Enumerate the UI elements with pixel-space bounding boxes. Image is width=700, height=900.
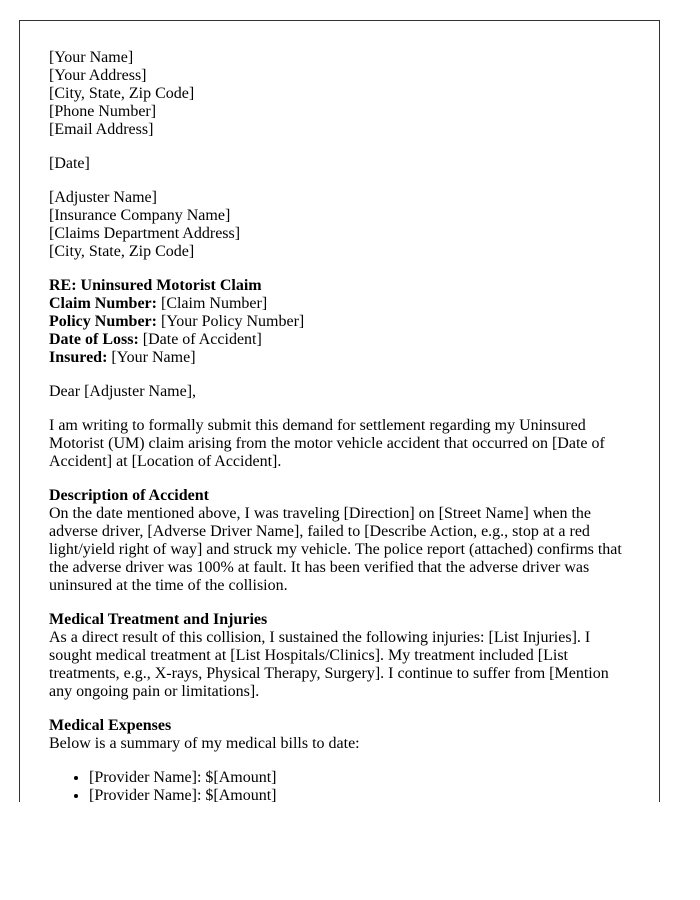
section-heading: Description of Accident xyxy=(49,487,209,504)
section-medical-expenses xyxy=(49,717,629,753)
letter-page xyxy=(19,20,660,802)
list-item: • [Provider Name]: $[Amount] xyxy=(89,787,629,802)
date-of-loss-label: Date of Loss: xyxy=(49,331,139,348)
recipient-block xyxy=(49,189,629,261)
section-heading: Medical Expenses xyxy=(49,717,172,734)
re-block xyxy=(49,277,629,367)
letter-content xyxy=(49,49,629,802)
recipient-address: [Claims Department Address] xyxy=(49,225,241,242)
sender-phone: [Phone Number] xyxy=(49,103,157,120)
letter-date: [Date] xyxy=(49,155,90,172)
policy-number-label: Policy Number: xyxy=(49,313,157,330)
recipient-city: [City, State, Zip Code] xyxy=(49,243,195,260)
claim-number-label: Claim Number: xyxy=(49,295,157,312)
insured-value: [Your Name] xyxy=(107,349,196,366)
sender-email: [Email Address] xyxy=(49,121,154,138)
recipient-company: [Insurance Company Name] xyxy=(49,207,231,224)
claim-number-value: [Claim Number] xyxy=(156,295,268,312)
section-body: Below is a summary of my medical bills to date: xyxy=(49,735,360,752)
sender-address: [Your Address] xyxy=(49,67,147,84)
sender-city: [City, State, Zip Code] xyxy=(49,85,195,102)
policy-number-value: [Your Policy Number] xyxy=(156,313,305,330)
intro-paragraph: I am writing to formally submit this demand for settlement regarding my Uninsured Motorist (UM) claim arising from the motor vehicle accident that occurred on [Date of Accident] at [Location of Accident]. xyxy=(49,417,605,470)
list-item: • [Provider Name]: $[Amount] xyxy=(89,769,629,787)
salutation: Dear [Adjuster Name], xyxy=(49,383,197,400)
sender-block xyxy=(49,49,629,139)
sender-name: [Your Name] xyxy=(49,49,134,66)
section-accident xyxy=(49,487,629,595)
date-of-loss-value: [Date of Accident] xyxy=(138,331,262,348)
section-body: On the date mentioned above, I was traveling [Direction] on [Street Name] when the adverse driver, [Adverse Driver Name], failed to [Describe Action, e.g., stop at a red light/yield right of way] and struck my vehicle. The police report (attached) confirms that the adverse driver was 100% at fault. It has been verified that the adverse driver was uninsured at the time of the collision. xyxy=(49,505,622,594)
section-heading: Medical Treatment and Injuries xyxy=(49,611,268,628)
re-title: RE: Uninsured Motorist Claim xyxy=(49,277,262,294)
section-medical-treatment xyxy=(49,611,629,701)
insured-label: Insured: xyxy=(49,349,108,366)
expenses-list xyxy=(49,769,629,802)
section-body: As a direct result of this collision, I sustained the following injuries: [List Injuries]. I sought medical treatment at [List Hospitals/Clinics]. My treatment included [List treatments, e.g., X-rays, Physical Therapy, Surgery]. I continue to suffer from [Mention any ongoing pain or limitations]. xyxy=(49,629,609,700)
recipient-name: [Adjuster Name] xyxy=(49,189,157,206)
